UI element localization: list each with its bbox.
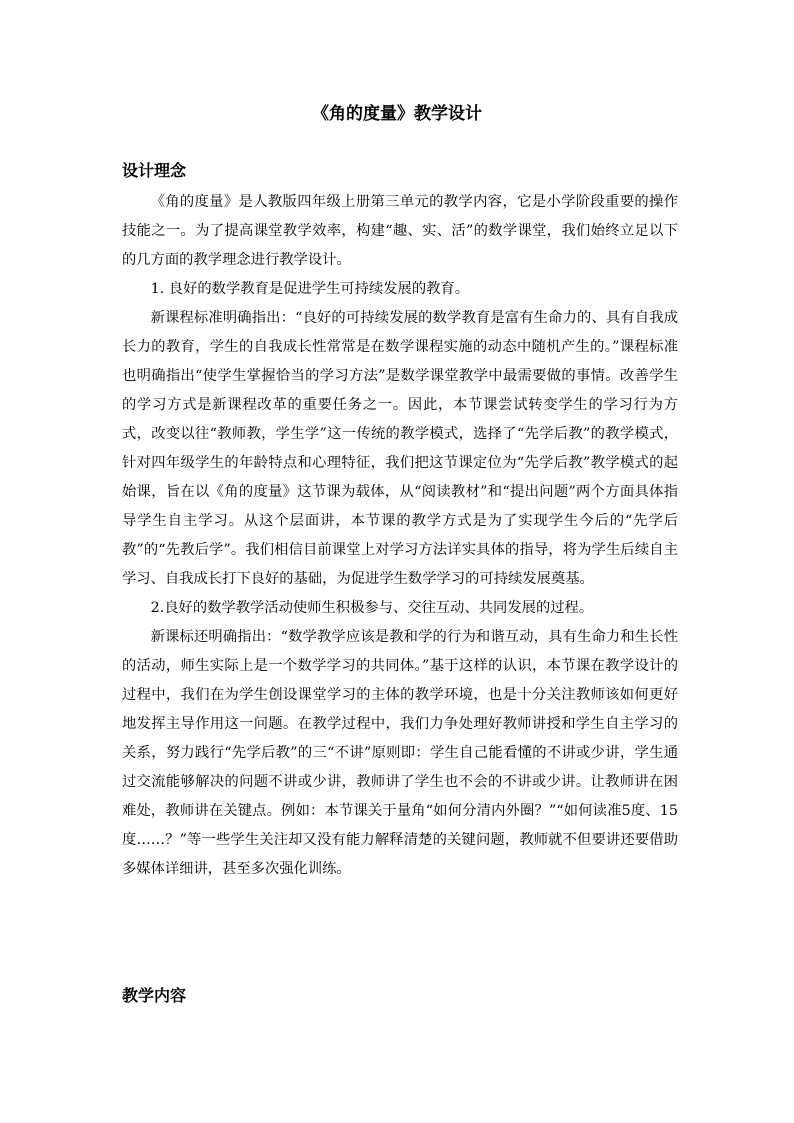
paragraph-point-2-body: 新课标还明确指出：“数学教学应该是教和学的行为和谐互动，具有生命力和生长性的活动，师生实际上是一个数学学习的共同体。”基于这样的认识，本节课在教学设计的过程中，我们在为学生创设课堂学习的主体的教学环境，也是十分关注教师该如何更好地发挥主导作用这一问题。在教学过程中，我们力争处理好教师讲授和学生自主学习的关系，努力践行“先学后教”的三“不讲”原则即：学生自己能看懂的不讲或少讲，学生通过交流能够解决的问题不讲或少讲，教师讲了学生也不会的不讲或少讲。让教师讲在困难处，教师讲在关键点。例如：本节课关于量角“如何分清内外圈？”“如何读准5度、15度……？”等一些学生关注却又没有能力解释清楚的关键问题，教师就不但要讲还要借助多媒体详细讲，甚至多次强化训练。 bbox=[122, 629, 678, 877]
paragraph-point-1-body: 新课程标准明确指出：“良好的可持续发展的数学教育是富有生命力的、具有自我成长力的教育，学生的自我成长性常常是在数学课程实施的动态中随机产生的。”课程标准也明确指出“使学生掌握恰当的学习方法”是数学课堂教学中最需要做的事情。改善学生的学习方式是新课程改革的重要任务之一。因此，本节课尝试转变学生的学习行为方式，改变以往“教师教，学生学”这一传统的教学模式，选择了“先学后教”的教学模式，针对四年级学生的年龄特点和心理特征，我们把这节课定位为“先学后教”教学模式的起始课，旨在以《角的度量》这节课为载体，从“阅读教材”和“提出问题”两个方面具体指导学生自主学习。从这个层面讲，本节课的教学方式是为了实现学生今后的“先学后教”的“先教后学”。我们相信目前课堂上对学习方法详实具体的指导，将为学生后续自主学习、自我成长打下良好的基础，为促进学生数学学习的可持续发展奠基。 bbox=[122, 310, 678, 587]
document-title: 《角的度量》教学设计 bbox=[312, 104, 482, 124]
paragraph-intro: 《角的度量》是人教版四年级上册第三单元的教学内容，它是小学阶段重要的操作技能之一。为了提高课堂教学效率，构建“趣、实、活”的数学课堂，我们始终立足以下的几方面的教学理念进行教学设计。 bbox=[122, 194, 678, 268]
section-heading-design-philosophy: 设计理念 bbox=[122, 161, 187, 180]
paragraph-point-1-title: 1. 良好的数学教育是促进学生可持续发展的教育。 bbox=[150, 281, 470, 297]
section-heading-teaching-content: 教学内容 bbox=[122, 986, 187, 1005]
paragraph-point-2-title: 2.良好的数学教学活动使师生积极参与、交往互动、共同发展的过程。 bbox=[150, 600, 594, 616]
section-body-design-philosophy bbox=[122, 188, 678, 884]
